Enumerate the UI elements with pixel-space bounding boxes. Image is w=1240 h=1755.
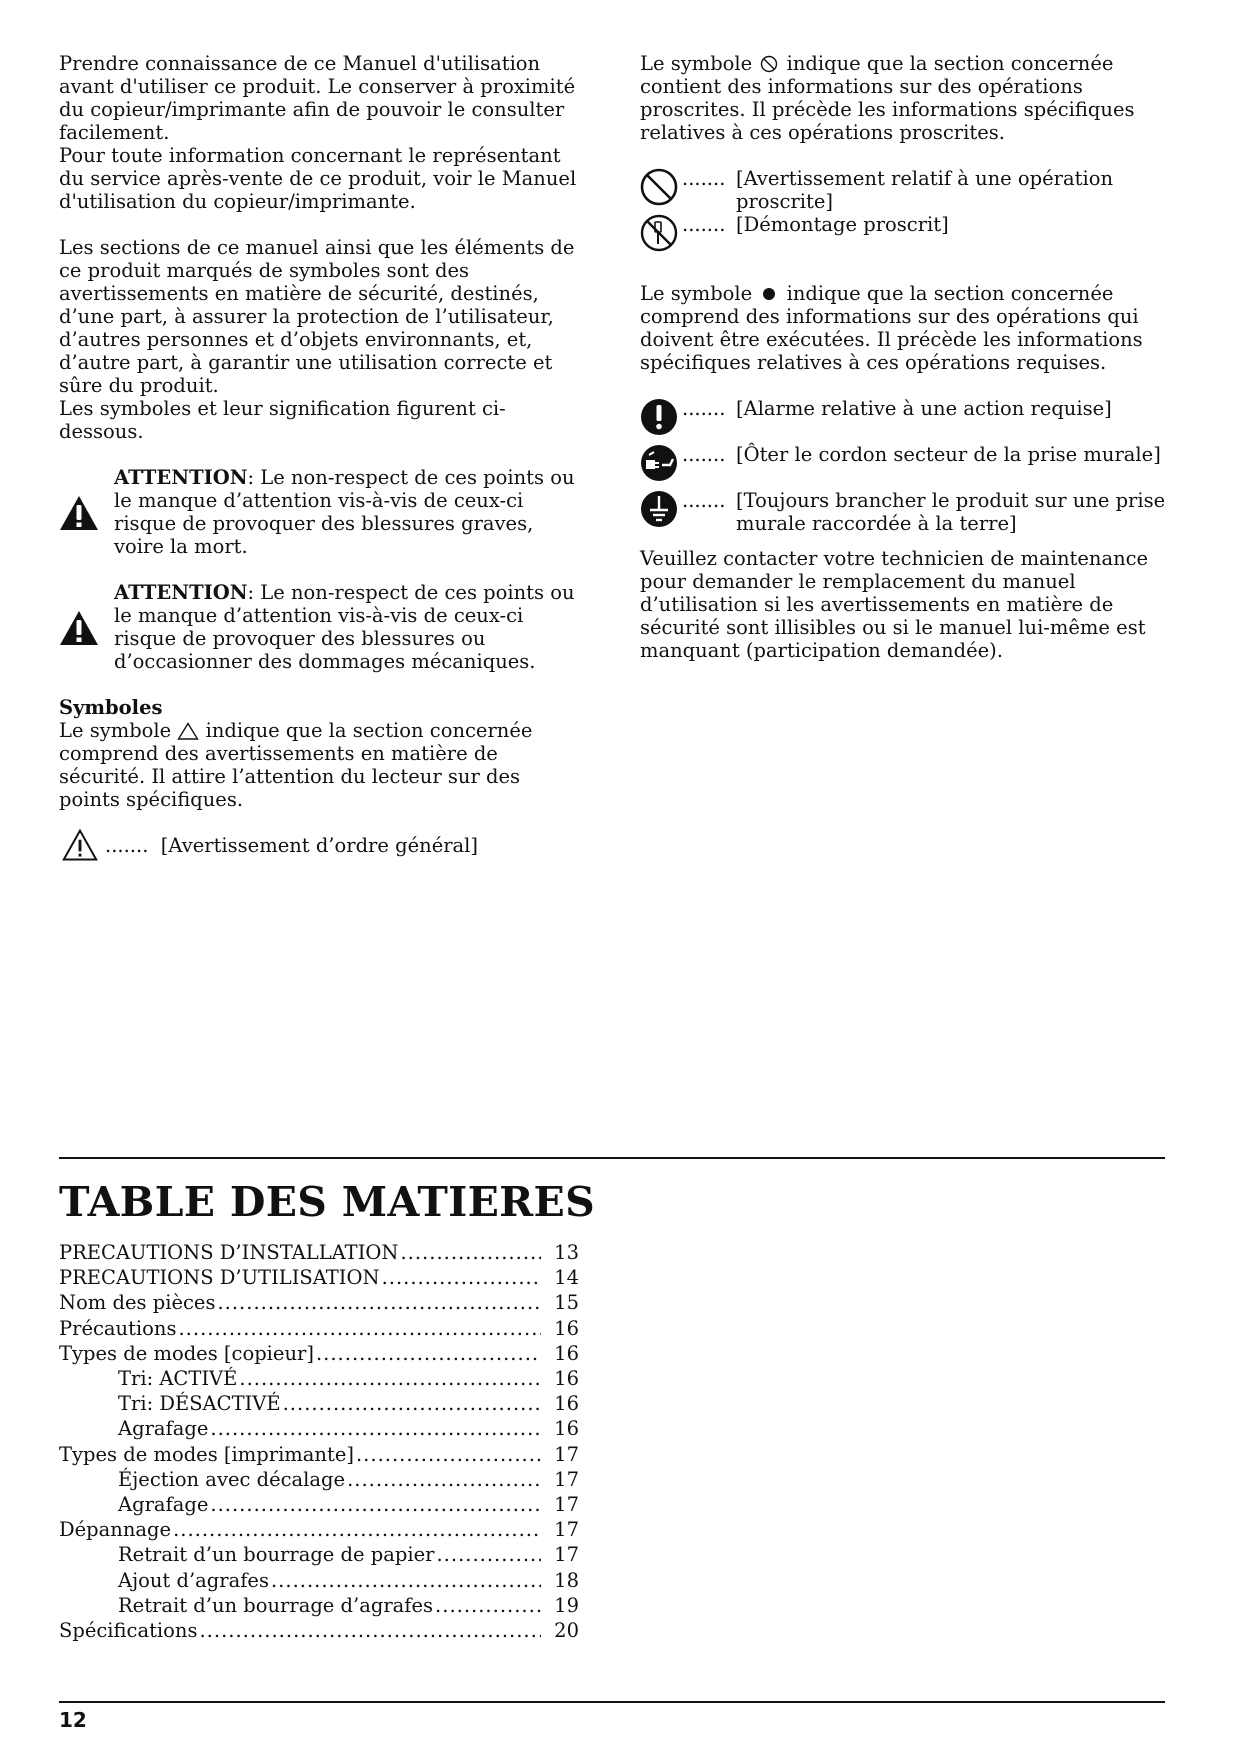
toc-entry[interactable] (59, 1568, 579, 1593)
attention-label: ATTENTION (114, 581, 248, 604)
triangle-outline-icon (177, 722, 199, 740)
toc-leader (173, 1517, 541, 1542)
disassembly-dots: ....... (682, 213, 726, 236)
attention-text: : Le non-respect de ces points ou le manque d’attention vis-à-vis de ceux-ci risque de provoquer des blessures graves, voire la mort. (114, 466, 575, 558)
toc-leader (382, 1265, 541, 1290)
toc-leader (210, 1416, 541, 1441)
required-text-before: Le symbole (640, 282, 753, 305)
intro-service-paragraph: Pour toute information concernant le représentant du service après-vente de ce produit, voir le Manuel d'utilisation du copieur/imprimante. (59, 144, 577, 213)
footer-rule (59, 1701, 1165, 1703)
toc-leader (283, 1391, 541, 1416)
toc-entry-title: PRECAUTIONS D’INSTALLATION (59, 1241, 399, 1264)
toc-title: TABLE DES MATIERES (59, 1178, 595, 1226)
toc-list (59, 1240, 579, 1643)
prohibited-item-row (640, 167, 1180, 213)
symbols-text-after: indique que la section concernée comprend des avertissements en matière de sécurité. Il attire l’attention du lecteur sur des points spécifiques. (59, 719, 533, 811)
intro-paragraph: Prendre connaissance de ce Manuel d'utilisation avant d'utiliser ce produit. Le conserver à proximité du copieur/imprimante afin de pouvoir le consulter facilement. (59, 52, 576, 144)
toc-entry-title: Tri: ACTIVÉ (118, 1367, 238, 1391)
contact-paragraph: Veuillez contacter votre technicien de maintenance pour demander le remplacement du manuel d’utilisation si les avertissements en matière de sécurité sont illisibles ou si le manuel lui-même est manquant (participation demandée). (640, 547, 1149, 662)
toc-entry-title: Précautions (59, 1316, 177, 1340)
toc-entry[interactable] (59, 1366, 579, 1391)
sections-paragraph: Les sections de ce manuel ainsi que les éléments de ce produit marqués de symboles sont des avertissements en matière de sécurité, destinés, d’une part, à assurer la protection de l’utilisateur, d’autres personnes et d’objets environnants, et, d’autre part, à garantir une utilisation correcte et sûre du produit. (59, 236, 575, 397)
toc-entry-page: 16 (554, 1367, 579, 1391)
prohibited-paragraph (640, 52, 1180, 144)
page-number: 12 (59, 1708, 87, 1732)
toc-entry-page: 16 (554, 1417, 579, 1441)
toc-leader (400, 1240, 541, 1265)
symbols-text-before: Le symbole (59, 719, 172, 742)
toc-entry-page: 17 (554, 1543, 579, 1567)
toc-entry-title: Retrait d’un bourrage d’agrafes (118, 1593, 434, 1617)
prohibited-outline-icon (758, 55, 780, 73)
toc-entry[interactable] (59, 1416, 579, 1441)
toc-leader (436, 1542, 541, 1567)
toc-entry-page: 18 (554, 1568, 579, 1592)
toc-entry-page: 15 (554, 1291, 579, 1315)
toc-leader (217, 1290, 541, 1315)
warning-triangle-filled-icon (59, 494, 99, 532)
symbols-heading: Symboles (59, 696, 163, 719)
prohibited-text-after: indique que la section concernée contient des informations sur des opérations proscrites. Il précède les informations spécifiques relatives à ces opérations proscrites. (640, 52, 1135, 144)
toc-leader (239, 1366, 541, 1391)
toc-leader (199, 1618, 541, 1643)
prohibited-text-before: Le symbole (640, 52, 753, 75)
toc-entry-title: Retrait d’un bourrage de papier (118, 1543, 435, 1567)
disassembly-prohibited-row (640, 213, 1180, 259)
attention-warning-caution (59, 581, 579, 673)
unplug-label: [Ôter le cordon secteur de la prise murale] (736, 443, 1161, 466)
required-action-icon (640, 397, 680, 437)
toc-entry[interactable] (59, 1316, 579, 1341)
ground-dots: ....... (682, 489, 726, 512)
ground-label: [Toujours brancher le produit sur une prise murale raccordée à la terre] (736, 489, 1166, 535)
prohibited-label: [Avertissement relatif à une opération proscrite] (736, 167, 1114, 213)
required-text-after: indique que la section concernée comprend des informations sur des opérations qui doivent être exécutées. Il précède les informations spécifiques relatives à ces opérations requises. (640, 282, 1143, 374)
prohibited-dots: ....... (682, 167, 726, 190)
right-column (640, 52, 1180, 662)
toc-entry-title: Agrafage (118, 1417, 209, 1441)
toc-entry-title: Tri: DÉSACTIVÉ (118, 1392, 281, 1416)
ground-icon (640, 489, 680, 529)
attention-label: ATTENTION (114, 466, 248, 489)
disassembly-label: [Démontage proscrit] (736, 213, 949, 236)
required-dots: ....... (682, 397, 726, 420)
toc-entry[interactable] (59, 1542, 579, 1567)
toc-entry[interactable] (59, 1391, 579, 1416)
toc-entry-page: 20 (554, 1619, 579, 1643)
unplug-dots: ....... (682, 443, 726, 466)
toc-entry-page: 16 (554, 1316, 579, 1340)
toc-entry-title: Spécifications (59, 1619, 198, 1643)
required-action-row (640, 397, 1180, 443)
required-label: [Alarme relative à une action requise] (736, 397, 1112, 420)
toc-entry-page: 17 (554, 1442, 579, 1466)
left-column (59, 52, 579, 874)
toc-entry-title: Éjection avec décalage (118, 1467, 346, 1491)
toc-entry-page: 16 (554, 1341, 579, 1365)
toc-entry-title: Agrafage (118, 1493, 209, 1517)
prohibited-icon (640, 167, 680, 207)
toc-entry-page: 19 (554, 1593, 579, 1617)
toc-entry-title: Dépannage (59, 1518, 172, 1542)
toc-entry[interactable] (59, 1442, 579, 1467)
toc-entry[interactable] (59, 1467, 579, 1492)
toc-entry-page: 14 (554, 1266, 579, 1290)
required-paragraph (640, 282, 1180, 374)
toc-entry[interactable] (59, 1290, 579, 1315)
toc-entry[interactable] (59, 1341, 579, 1366)
toc-top-rule (59, 1157, 1165, 1159)
toc-leader (316, 1341, 541, 1366)
unplug-row (640, 443, 1180, 489)
general-warning-dots: ....... (105, 834, 149, 857)
toc-entry[interactable] (59, 1517, 579, 1542)
toc-entry-page: 16 (554, 1392, 579, 1416)
toc-leader (435, 1593, 541, 1618)
toc-leader (178, 1316, 541, 1341)
toc-entry[interactable] (59, 1618, 579, 1643)
toc-entry[interactable] (59, 1593, 579, 1618)
toc-entry-title: PRECAUTIONS D’UTILISATION (59, 1266, 380, 1290)
unplug-icon (640, 443, 680, 483)
ground-row (640, 489, 1180, 535)
general-warning-label: [Avertissement d’ordre général] (160, 834, 479, 857)
toc-entry-title: Nom des pièces (59, 1291, 216, 1315)
toc-entry-page: 17 (554, 1493, 579, 1517)
toc-leader (210, 1492, 541, 1517)
attention-text: : Le non-respect de ces points ou le manque d’attention vis-à-vis de ceux-ci risque de provoquer des blessures ou d’occasionner des dommages mécaniques. (114, 581, 575, 673)
warning-triangle-filled-icon (59, 609, 99, 647)
toc-entry[interactable] (59, 1240, 579, 1265)
toc-entry[interactable] (59, 1265, 579, 1290)
toc-entry-page: 13 (554, 1241, 579, 1264)
general-warning-row (59, 834, 579, 874)
toc-entry-page: 17 (554, 1518, 579, 1542)
toc-entry-title: Types de modes [copieur] (59, 1341, 314, 1365)
toc-entry-title: Types de modes [imprimante] (59, 1442, 354, 1466)
attention-warning-danger (59, 466, 579, 558)
no-disassembly-icon (640, 213, 680, 253)
filled-circle-icon (758, 285, 780, 303)
toc-leader (271, 1568, 541, 1593)
symbols-paragraph (59, 719, 579, 811)
toc-entry-title: Ajout d’agrafes (118, 1568, 269, 1592)
toc-entry[interactable] (59, 1492, 579, 1517)
toc-entry-page: 17 (554, 1467, 579, 1491)
toc-leader (347, 1467, 541, 1492)
toc-leader (356, 1442, 541, 1467)
symbols-meaning-line: Les symboles et leur signification figurent ci-dessous. (59, 397, 506, 443)
general-warning-icon (59, 828, 101, 864)
